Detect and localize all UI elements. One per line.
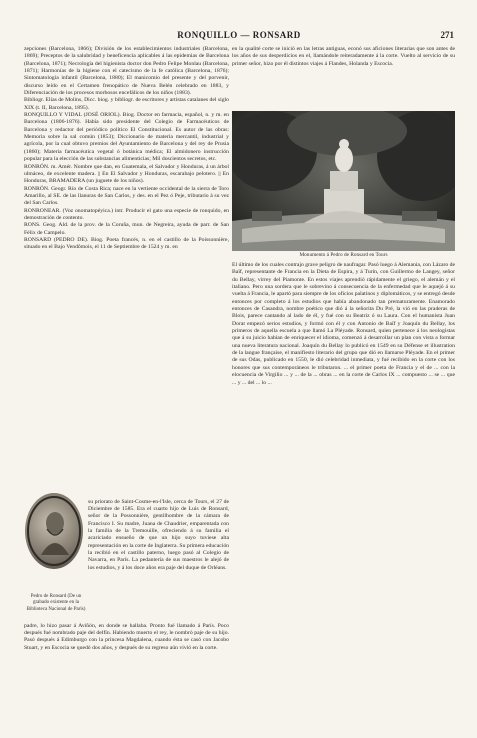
portrait-medal [25, 493, 83, 588]
left-paragraph: Bibliogr. Elías de Molins, Dicc. biog. y bibliogr. de escritores y artistas catalanes del siglo XIX (t. II, Barcelona, 1895). [24, 97, 229, 111]
left-paragraph: RONSARD (PEDRO DE). Biog. Poeta francés, n. en el castillo de la Poissonnière, situado en el Bajo Vendômois, el 11 de Septiembre de 1524 y m. en [24, 236, 229, 251]
left-lower-text [88, 493, 229, 578]
left-bottom-paragraph: padre, lo hizo pasar á Aviñón, en donde se hallaba. Pronto fué llamado á París. Poco después fué nombrado paje del delfín. Habiendo muerto el rey, le nombró paje de su hijo. Pasó después á Edimburgo con la princesa Magdalena, cuando ésta se casó con Jacobo Stuart, y en Escocia se quedó dos años, y después de su regreso aún vivió en la corte. [24, 622, 229, 651]
left-paragraph: RONRÓN. m. Amér. Nombre que dan, en Guatemala, el Salvador y Honduras, á un árbol ulmáceo, de excelente madera. || En El Salvador y Honduras, escarabajo pelotero. || En Honduras, BRAMADERA (un juguete de los niños). [24, 163, 229, 185]
left-paragraph: RONS. Geog. Ald. de la prov. de la Coruña, mun. de Negreira, ayuda de parr. de San Félix de Campelo. [24, 222, 229, 236]
photo-caption: Monumento á Pedro de Ronsard en Tours [299, 252, 388, 258]
page-header [24, 30, 454, 44]
portrait-illustration [25, 493, 83, 569]
left-paragraph: RONQUILLO Y VIDAL (JOSÉ ORIOL). Biog. Doctor en farmacia, español, n. y m. en Barcelona (1806-1876). Había sido presidente del Colegio de Farmacéuticos de Barcelona y redactor del periódico político El Constitucional. Es autor de las obras: Memoria sobre la sal común (1853); Diccionario de materia mercantil, industrial y agrícola, por la cual obtuvo premios del Ayuntamiento de Barcelona y del rey de Prusia (1860); Materia farmacéutica vegetal ó botánica médica; El almidonero instrucción popular para la elección de las substancias alimenticias; Mil doscientos secretos, etc. [24, 112, 229, 163]
right-paragraph: El último de los cuales contrajo grave peligro de naufragar. Pasó luego á Alemania, con Lázaro de Baïf, representante de Francia en la Dieta de Espira, y á Turín, con Guillermo de Langey, señor du Bellay, virrey del Piamonte. En estos viajes aprendió rápidamente el griego, el alemán y el italiano. Pero una sordera que le sobrevino á consecuencia de la enfermedad que le aquejó á su vuelta á Francia, le apartó para siempre de los oficios palatinos y diplomáticos, y se entregó desde entonces por completo á los estudios que había abandonado tan prematuramente. Enamorado entonces de Casandra, nombre poético que dió á la señorita Du Pré, la vió en las praderas de Blois, parece cantando al lado de él, y fué con su Beatriz ó su Laura. Con el humanista Juan Dorat empezó serios estudios, y formó con él y con Antonio de Baïf y Joaquín du Bellay, los primeros de aquella escuela a que llamó La Pléyade. Ronsard, quien pertenece á los neologistas que á su juicio habían de enriquecer el idioma, comenzó á desarrollar un plan con vista a formar una nueva literatura nacional. Joaquín du Bellay lo publicó en 1549 en su Défense et illustration de la langue française, el manifiesto literario del grupo que dió en llamarse Pléyade. En el primer de sus Odas, publicado en 1550, le dió celebridad inmediata, y fué recibido en la corte con los honores que sus contemporáneos le tributaron. ... el primer poeta de Francia y el de ... con la elocuencia de Virgilio ... y ... de la ... obras ... en la corte de Carlos IX ... compuesto ... se ... que ... y ... del ... lo ... [232, 262, 456, 386]
left-bottom-text [24, 617, 229, 658]
left-paragraph: RONRONEAR. (Voz onomatopéyica.) intr. Producir el gato una especie de ronquido, en demostración de contento. [24, 207, 229, 221]
left-paragraph: RONRÓN. Geogr. Río de Costa Rica; nace en la vertiente occidental de la sierra de Toro Amarillo, al SE. de las llanuras de San Carlos, y des. en el Pez ó Peje, tributario á su vez del San Carlos. [24, 185, 229, 207]
portrait-caption: Pedro de Ronsard (De un grabado existente en la Biblioteca Nacional de París) [26, 594, 86, 612]
right-top-text [232, 46, 455, 68]
left-paragraph: zepciones (Barcelona, 1866); División de los establecimientos industriales (Barcelona, 1869); Preceptos de la salubridad y beneficencia aplicables á las epidemias de Barcelona (Barcelona, 1871); Necrología del higienista doctor don Pedro Felipe Monlau (Barcelona, 1871); Harmonías de la higiene con el catecismo de la fe católica (Barcelona, 1876); Sintomatología infantil (Barcelona, 1880); El manicomio del presente y del porvenir, discurso leído en el Certamen frenopático de Nueva Belén celebrado en 1883, y Diferenciación de los procesos morbosos encefálicos de los niños (1883). [24, 46, 229, 97]
right-column [232, 262, 455, 387]
left-column [24, 46, 229, 252]
right-top-paragraph: en la qualité corte se inició en las letras antiguas, econó sus aficiones literarias que son antes de los años de sus desperdicios en el, llamándole reiteradamente á la corte. Vuelto al servicio de su primer señor, hizo por él distintos viajes á Flandes, Holanda y Escocia. [232, 46, 455, 67]
monument-photo [232, 111, 455, 251]
monument-illustration [232, 111, 455, 251]
running-title: RONQUILLO — RONSARD [177, 30, 301, 40]
page-number: 271 [440, 30, 454, 40]
portrait-image [25, 493, 83, 569]
left-lower-paragraph: su priorato de Saint-Cosme-en-l'Isle, cerca de Tours, el 27 de Diciembre de 1585. Era el cuarto hijo de Luis de Ronsard, señor de la Possonnière, gentilhombre de la cámara de Francisco I. Su madre, Juana de Chaudrier, emparentada con la familia de la Tremouille, ofreciendo á su familia el acariciado ensueño de que un hijo suyo tuviese alta representación en la corte de Inglaterra. Su primera educación la recibió en el castillo paterno, luego pasó al Colegio de Navarra, en París. La pedantería de sus maestros le alejó de los estudios, y á los doce años era paje del duque de Orléans. [88, 498, 230, 571]
